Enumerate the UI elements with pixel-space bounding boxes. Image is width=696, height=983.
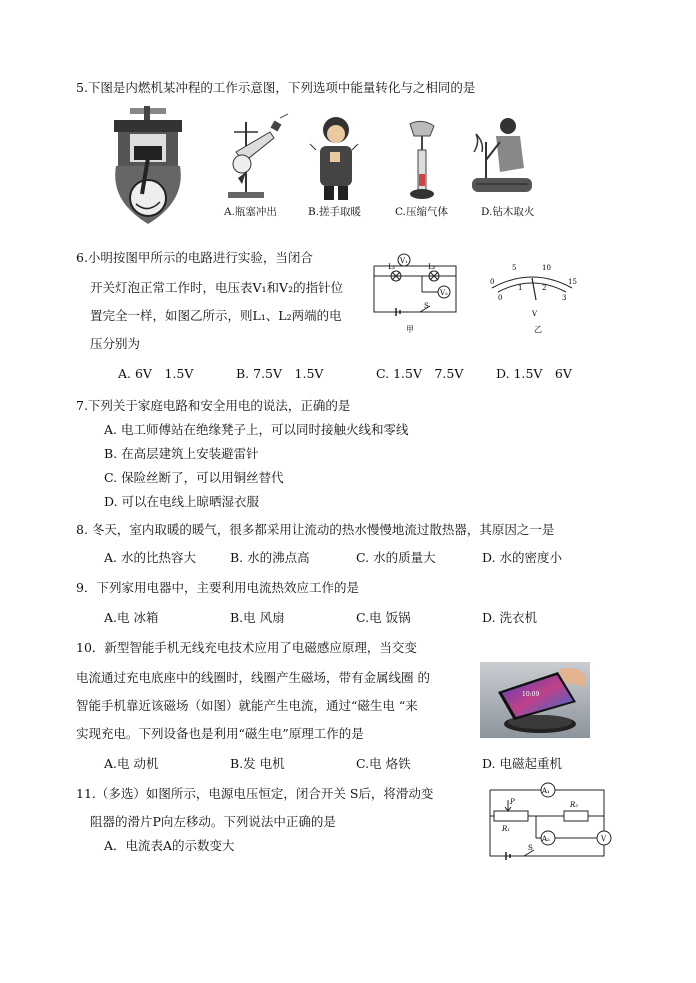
jia-caption: 甲 — [406, 325, 414, 334]
q9-stem: 9．下列家用电器中，主要利用电流热效应工作的是 — [76, 580, 359, 595]
yi-caption: 乙 — [534, 325, 542, 334]
jia-label-s: S — [424, 302, 429, 310]
q7-option-d: D. 可以在电线上晾晒湿衣服 — [104, 494, 260, 509]
q6-option-a: A. 6V 1.5V — [118, 366, 194, 381]
q9-option-d: D. 洗衣机 — [482, 610, 538, 625]
yi-tick-bottom-1: 1 — [518, 284, 523, 292]
q11-label-s: S — [528, 844, 533, 852]
q6-stem-line-4: 压分别为 — [90, 336, 141, 351]
yi-tick-top-0: 0 — [490, 278, 495, 286]
q11-stem-line-1: 11.（多选）如图所示，电源电压恒定，闭合开关 S后，将滑动变 — [76, 786, 434, 801]
q5-caption-d: D.钻木取火 — [481, 206, 535, 218]
q9-option-a: A.电 冰箱 — [104, 610, 159, 625]
q6-stem-line-3: 置完全一样，如图乙所示，则L₁、L₂两端的电 — [90, 308, 342, 323]
flask-stopper-image — [222, 112, 292, 202]
yi-tick-top-5: 5 — [512, 264, 517, 272]
q7-option-c: C. 保险丝断了，可以用铜丝替代 — [104, 470, 284, 485]
q6-option-d: D. 1.5V 6V — [496, 366, 572, 381]
q5-caption-b: B.搓手取暖 — [308, 206, 362, 218]
q7-stem: 7.下列关于家庭电路和安全用电的说法，正确的是 — [76, 398, 351, 413]
wireless-charging-photo — [480, 662, 590, 738]
rubbing-hands-image — [306, 114, 364, 202]
q6-stem-line-2: 开关灯泡正常工作时，电压表V₁和V₂的指针位 — [90, 280, 344, 295]
q8-option-c: C. 水的质量大 — [356, 550, 436, 565]
q11-option-a: A．电流表A的示数变大 — [104, 838, 235, 853]
jia-label-v2: V₂ — [440, 289, 448, 297]
q8-stem: 8. 冬天，室内取暖的暖气，很多都采用让流动的热水慢慢地流过散热器，其原因之一是 — [76, 522, 555, 537]
q10-option-a: A.电 动机 — [104, 756, 159, 771]
yi-tick-bottom-2: 2 — [542, 284, 547, 292]
compress-gas-image — [404, 120, 440, 202]
yi-tick-top-15: 15 — [568, 278, 577, 286]
q6-option-c: C. 1.5V 7.5V — [376, 366, 464, 381]
q10-option-b: B.发 电机 — [230, 756, 285, 771]
drill-wood-fire-image — [470, 112, 534, 202]
jia-label-v1: V₁ — [400, 257, 408, 265]
yi-unit: V — [532, 310, 538, 318]
q10-stem-line-3: 智能手机靠近该磁场（如图）就能产生电流，通过“磁生电 “来 — [76, 698, 418, 713]
engine-diagram — [108, 106, 188, 228]
q8-option-b: B. 水的沸点高 — [230, 550, 310, 565]
q9-option-b: B.电 风扇 — [230, 610, 285, 625]
q6-stem-line-1: 6.小明按图甲所示的电路进行实验，当闭合 — [76, 250, 313, 265]
q7-option-b: B. 在高层建筑上安装避雷针 — [104, 446, 259, 461]
q5-caption-a: A.瓶塞冲出 — [224, 206, 277, 218]
q10-stem-line-4: 实现充电。下列设备也是利用“磁生电”原理工作的是 — [76, 726, 364, 741]
q6-option-b: B. 7.5V 1.5V — [236, 366, 324, 381]
phone-time: 10:09 — [522, 691, 540, 698]
jia-label-l1: L₁ — [388, 263, 396, 271]
q8-option-d: D. 水的密度小 — [482, 550, 563, 565]
yi-tick-bottom-3: 3 — [562, 294, 567, 302]
q5-caption-c: C.压缩气体 — [395, 206, 448, 218]
q11-stem-line-2: 阻器的滑片P向左移动。下列说法中正确的是 — [90, 814, 336, 829]
circuit-diagram-q11 — [484, 776, 616, 862]
q11-label-a2: A₂ — [542, 835, 550, 843]
q7-option-a: A. 电工师傅站在绝缘凳子上，可以同时接触火线和零线 — [104, 422, 409, 437]
q5-stem: 5.下图是内燃机某冲程的工作示意图，下列选项中能量转化与之相同的是 — [76, 80, 476, 95]
q11-label-r1: R₁ — [502, 825, 511, 833]
q11-label-p: P — [510, 798, 515, 806]
voltmeter-dial-yi — [482, 258, 582, 338]
circuit-diagram-jia — [366, 252, 466, 338]
q10-stem-line-1: 10．新型智能手机无线充电技术应用了电磁感应原理，当交变 — [76, 640, 417, 655]
q10-stem-line-2: 电流通过充电底座中的线圈时，线圈产生磁场，带有金属线圈 的 — [76, 670, 430, 685]
q9-option-c: C.电 饭锅 — [356, 610, 411, 625]
q8-option-a: A. 水的比热容大 — [104, 550, 196, 565]
yi-tick-top-10: 10 — [542, 264, 551, 272]
q10-option-d: D. 电磁起重机 — [482, 756, 563, 771]
yi-tick-bottom-0: 0 — [498, 294, 503, 302]
q11-label-a1: A₁ — [542, 787, 550, 795]
q11-label-v: V — [601, 835, 607, 843]
q10-option-c: C.电 烙铁 — [356, 756, 411, 771]
q11-label-r2: R₂ — [570, 801, 579, 809]
jia-label-l2: L₂ — [428, 263, 436, 271]
